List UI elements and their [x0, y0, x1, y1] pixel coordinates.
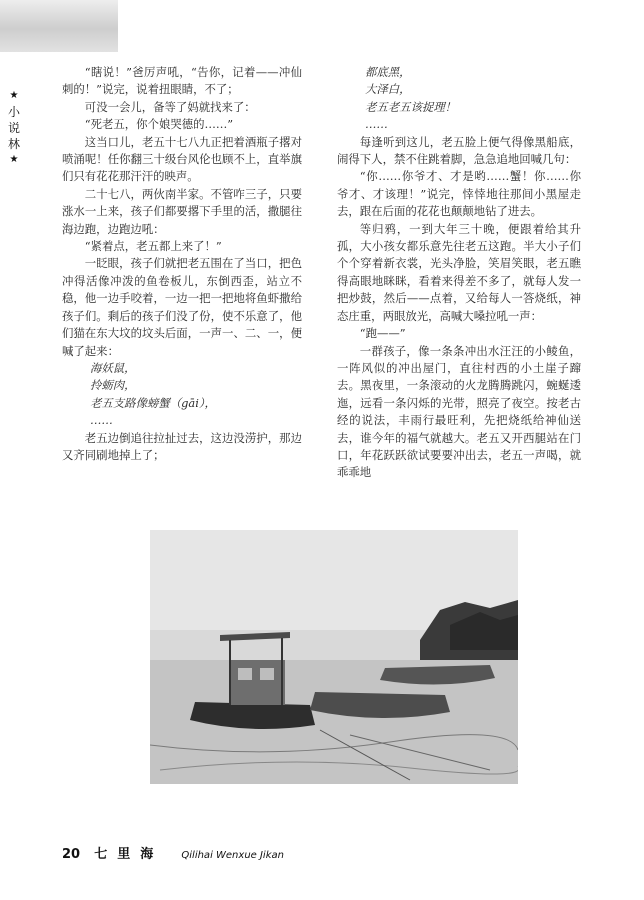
- paragraph: 这当口儿，老五十七八九正把着酒瓶子撂对喷涌呢！任你翻三十级台风伦也顾不上，直举旗们只有花花那汗汗的映声。: [62, 134, 302, 184]
- verse-line: 海妖鼠，: [90, 360, 136, 375]
- paragraph: 等归鸦，一到大年三十晚，便跟着给其升孤，大小孩女都乐意先往老五这跑。半大小子们个个穿着新衣裳，光头净脸，笑眉笑眼，老五瞧得高眼地眯眯，看着来得差不多了，就每人发一把炒鼓，然后——点着，又给每人一答烧纸，神态庄重，两眼放光，高喊大嗓拉吼一声：: [337, 221, 581, 323]
- boats-on-beach-photo: [150, 530, 518, 784]
- page-number: 20: [62, 847, 81, 862]
- paragraph: 二十七八，两伙南半家。不管咋三子，只要涨水一上来，孩子们都要撂下手里的活，撒腿往海边跑，边跑边吼：: [62, 186, 302, 236]
- verse-line: 都底黑，: [365, 65, 411, 79]
- verse-line: 老五老五该捉理！: [365, 99, 457, 114]
- journal-name: 七里海: [94, 847, 164, 862]
- paragraph: “紧着点，老五都上来了！”: [84, 239, 222, 254]
- paragraph: 一群孩子，像一条条冲出水汪汪的小鲮鱼，一阵风似的冲出屋门，直往村西的小土崖子蹿去。黑夜里，一条滚动的火龙腾腾跳闪，蜿蜒逶迤，远看一条闪烁的光带，照亮了夜空。按老古经的说法，丰雨行最旺利，先把烧纸给神仙送去，谁今年的福气就越大。老五又开西腿站在门口，年花跃跃欲试要要冲出去，老五一声喝，就乖乖地: [337, 343, 581, 480]
- paragraph: “你……你爷才、才是哟……蟹！你……你爷才、才该理！”说完，悻悻地往那间小黑屋走去，跟在后面的花花也颠颠地钻了进去。: [337, 169, 581, 219]
- paragraph: “死老五，你个娘哭德的……”: [84, 117, 234, 132]
- section-label: [6, 88, 22, 168]
- star-icon: ★: [9, 154, 19, 165]
- header-corner-photo: [0, 0, 118, 52]
- star-icon: ★: [9, 90, 19, 101]
- page-footer: [62, 843, 284, 862]
- paragraph: 老五边倒追往拉扯过去，这边没涝护，那边又齐同刷地掉上了；: [62, 430, 302, 462]
- photo-illustration: [150, 530, 518, 784]
- paragraph: “瞎说！”爸厉声吼，“告你，记着——冲仙刺的！”说完，说着扭眼睛，不了；: [62, 65, 302, 97]
- verse-line: ……: [90, 413, 113, 428]
- right-text-column: [337, 64, 581, 482]
- paragraph: “跑——”: [359, 326, 406, 341]
- verse-line: 老五支路像螃蟹（gāi），: [90, 395, 216, 410]
- verse-line: ……: [365, 117, 388, 132]
- section-label-text: 小 说 林: [7, 105, 20, 151]
- paragraph: 每逢听到这儿，老五脸上便气得像黑船底，闹得下人，禁不住跳着脚，急急追地回喊几句：: [337, 134, 581, 167]
- paragraph: 一眨眼，孩子们就把老五围在了当口，把色冲得活像冲泼的鱼卷板儿，东倒西歪，站立不稳，他一边手咬着，一边一把一把地将鱼虾撒给孩子们。剩后的孩子们没了份，使不乐意了，他们猫在东大坟的坟头后面，一声一、二、一，便喊了起来：: [62, 256, 302, 358]
- left-text-column: [62, 64, 302, 464]
- journal-pinyin: Qilihai Wenxue Jikan: [181, 850, 284, 861]
- verse-line: 拎蛎肉，: [90, 378, 136, 393]
- paragraph: 可没一会儿，备等了妈就找来了：: [84, 99, 256, 114]
- verse-line: 大泽白，: [365, 82, 411, 97]
